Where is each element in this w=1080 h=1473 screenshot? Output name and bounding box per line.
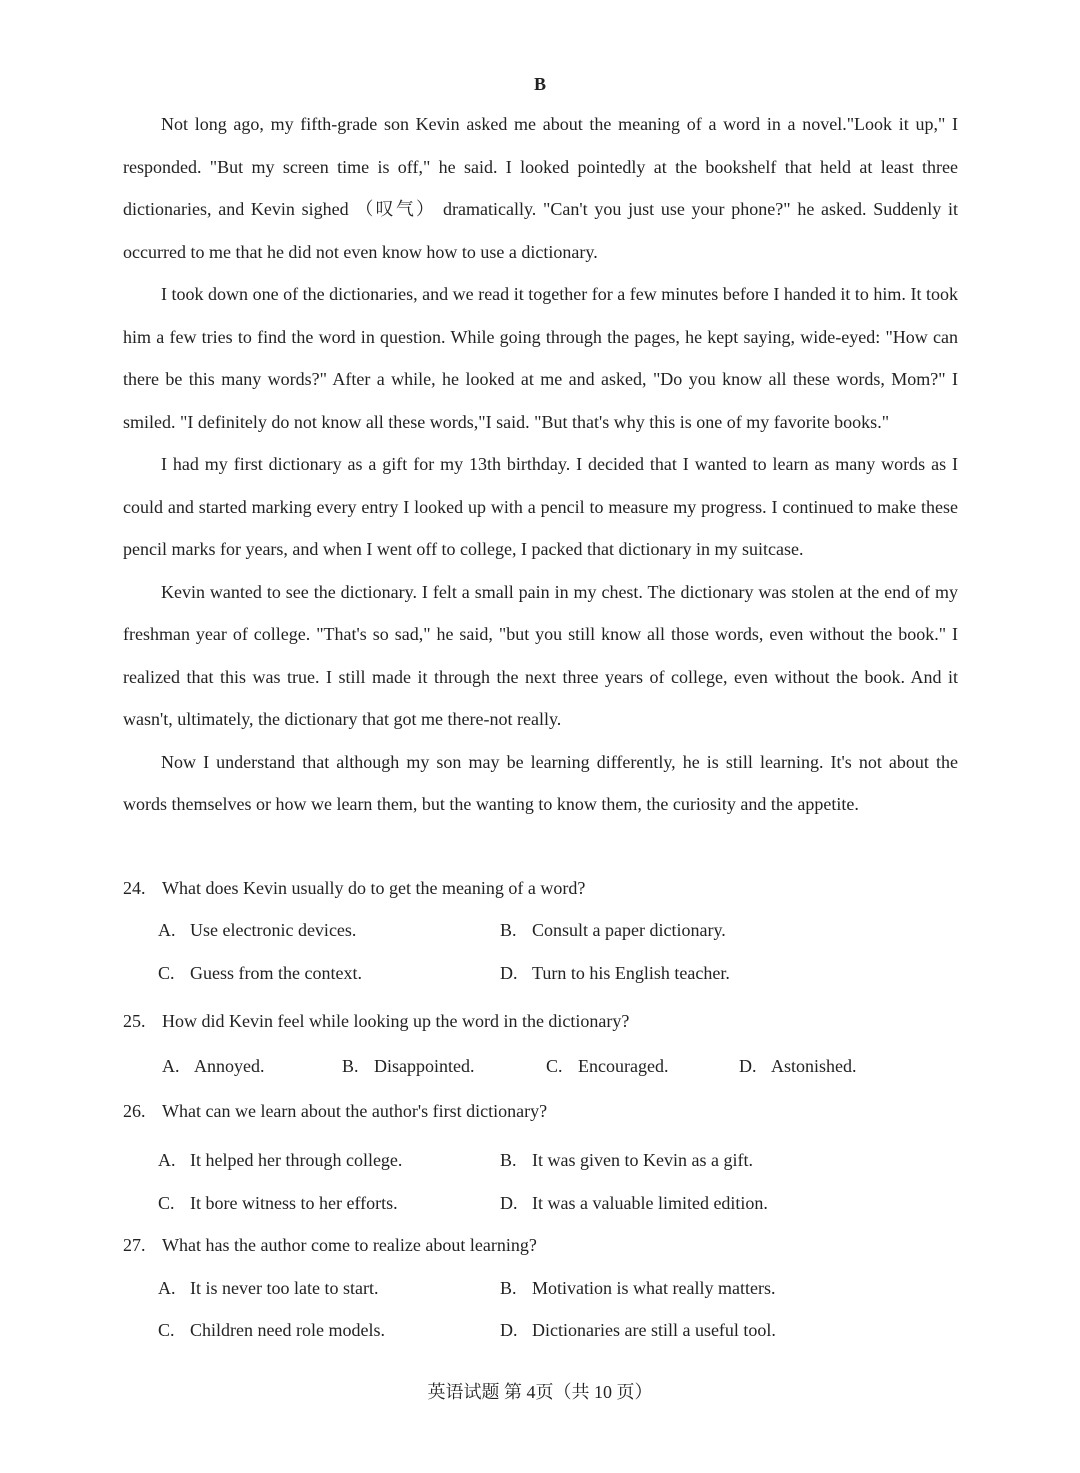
question-number: 24. xyxy=(123,878,146,898)
question-text: What has the author come to realize about learning? xyxy=(162,1235,537,1255)
option-text: Motivation is what really matters. xyxy=(532,1278,776,1298)
option-letter: D. xyxy=(739,1056,757,1076)
question-25 xyxy=(123,1009,629,1033)
option-text: Turn to his English teacher. xyxy=(532,963,730,983)
section-title: B xyxy=(533,74,546,94)
option-27-b xyxy=(500,1276,775,1300)
option-text: It was a valuable limited edition. xyxy=(532,1193,768,1213)
option-text: It was given to Kevin as a gift. xyxy=(532,1150,753,1170)
option-text: Consult a paper dictionary. xyxy=(532,920,726,940)
option-text: Dictionaries are still a useful tool. xyxy=(532,1320,776,1340)
option-text: Encouraged. xyxy=(578,1056,669,1076)
option-letter: A. xyxy=(158,920,176,940)
option-text: Guess from the context. xyxy=(190,963,362,983)
passage-paragraph: I took down one of the dictionaries, and we read it together for a few minutes before I handed it to him. It took him a few tries to find the word in question. While going through the pages, he kept saying, wide-eyed: "How can there be this many words?" After a while, he looked at me and asked, "Do you know all these words, Mom?" I smiled. "I definitely do not know all these words,"I said. "But that's why this is one of my favorite books." xyxy=(123,284,958,432)
option-26-d xyxy=(500,1191,768,1215)
option-27-a xyxy=(158,1276,378,1300)
option-letter: B. xyxy=(500,1150,517,1170)
question-26 xyxy=(123,1099,547,1123)
passage-paragraph: Now I understand that although my son may be learning differently, he is still learning. It's not about the words themselves or how we learn them, but the wanting to know them, the curiosity and the appetite. xyxy=(123,751,958,814)
option-letter: C. xyxy=(546,1056,563,1076)
reading-passage xyxy=(123,103,958,826)
option-letter: A. xyxy=(158,1278,176,1298)
option-text: It bore witness to her efforts. xyxy=(190,1193,398,1213)
option-letter: D. xyxy=(500,963,518,983)
option-24-c xyxy=(158,961,362,985)
question-text: How did Kevin feel while looking up the word in the dictionary? xyxy=(162,1011,630,1031)
option-26-a xyxy=(158,1148,402,1172)
option-25-b xyxy=(342,1054,475,1078)
question-text: What can we learn about the author's first dictionary? xyxy=(162,1101,548,1121)
option-24-a xyxy=(158,918,356,942)
option-25-d xyxy=(739,1054,857,1078)
option-text: Disappointed. xyxy=(374,1056,475,1076)
option-26-b xyxy=(500,1148,753,1172)
passage-paragraph: Kevin wanted to see the dictionary. I felt a small pain in my chest. The dictionary was stolen at the end of my freshman year of college. "That's so sad," he said, "but you still know all those words, even without the book." I realized that this was true. I still made it through the next three years of college, even without the book. And it wasn't, ultimately, the dictionary that got me there-not really. xyxy=(123,581,958,729)
option-text: It helped her through college. xyxy=(190,1150,403,1170)
option-text: Children need role models. xyxy=(190,1320,385,1340)
option-24-b xyxy=(500,918,726,942)
option-letter: B. xyxy=(500,1278,517,1298)
passage-paragraph: Not long ago, my fifth-grade son Kevin asked me about the meaning of a word in a novel."Look it up," I responded. "But my screen time is off," he said. I looked pointedly at the bookshelf that held at least three dictionaries, and Kevin sighed （叹气） dramatically. "Can't you just use your phone?" he asked. Suddenly it occurred to me that he did not even know how to use a dictionary. xyxy=(123,114,958,262)
option-letter: B. xyxy=(342,1056,359,1076)
option-letter: C. xyxy=(158,1320,175,1340)
option-text: It is never too late to start. xyxy=(190,1278,379,1298)
passage-paragraph: I had my first dictionary as a gift for my 13th birthday. I decided that I wanted to learn as many words as I could and started marking every entry I looked up with a pencil to measure my progress. I continued to make these pencil marks for years, and when I went off to college, I packed that dictionary in my suitcase. xyxy=(123,454,958,559)
option-letter: A. xyxy=(158,1150,176,1170)
option-letter: C. xyxy=(158,963,175,983)
option-text: Use electronic devices. xyxy=(190,920,357,940)
question-number: 25. xyxy=(123,1011,146,1031)
option-27-d xyxy=(500,1318,776,1342)
option-letter: B. xyxy=(500,920,517,940)
option-letter: D. xyxy=(500,1320,518,1340)
question-27 xyxy=(123,1233,537,1257)
question-number: 27. xyxy=(123,1235,146,1255)
option-letter: D. xyxy=(500,1193,518,1213)
option-text: Annoyed. xyxy=(194,1056,265,1076)
option-25-c xyxy=(546,1054,668,1078)
question-24 xyxy=(123,876,585,900)
option-26-c xyxy=(158,1191,398,1215)
question-number: 26. xyxy=(123,1101,146,1121)
option-25-a xyxy=(162,1054,265,1078)
option-24-d xyxy=(500,961,730,985)
option-letter: A. xyxy=(162,1056,180,1076)
option-text: Astonished. xyxy=(771,1056,857,1076)
page-footer: 英语试题 第 4页（共 10 页） xyxy=(427,1382,653,1402)
question-text: What does Kevin usually do to get the meaning of a word? xyxy=(162,878,586,898)
option-letter: C. xyxy=(158,1193,175,1213)
option-27-c xyxy=(158,1318,385,1342)
